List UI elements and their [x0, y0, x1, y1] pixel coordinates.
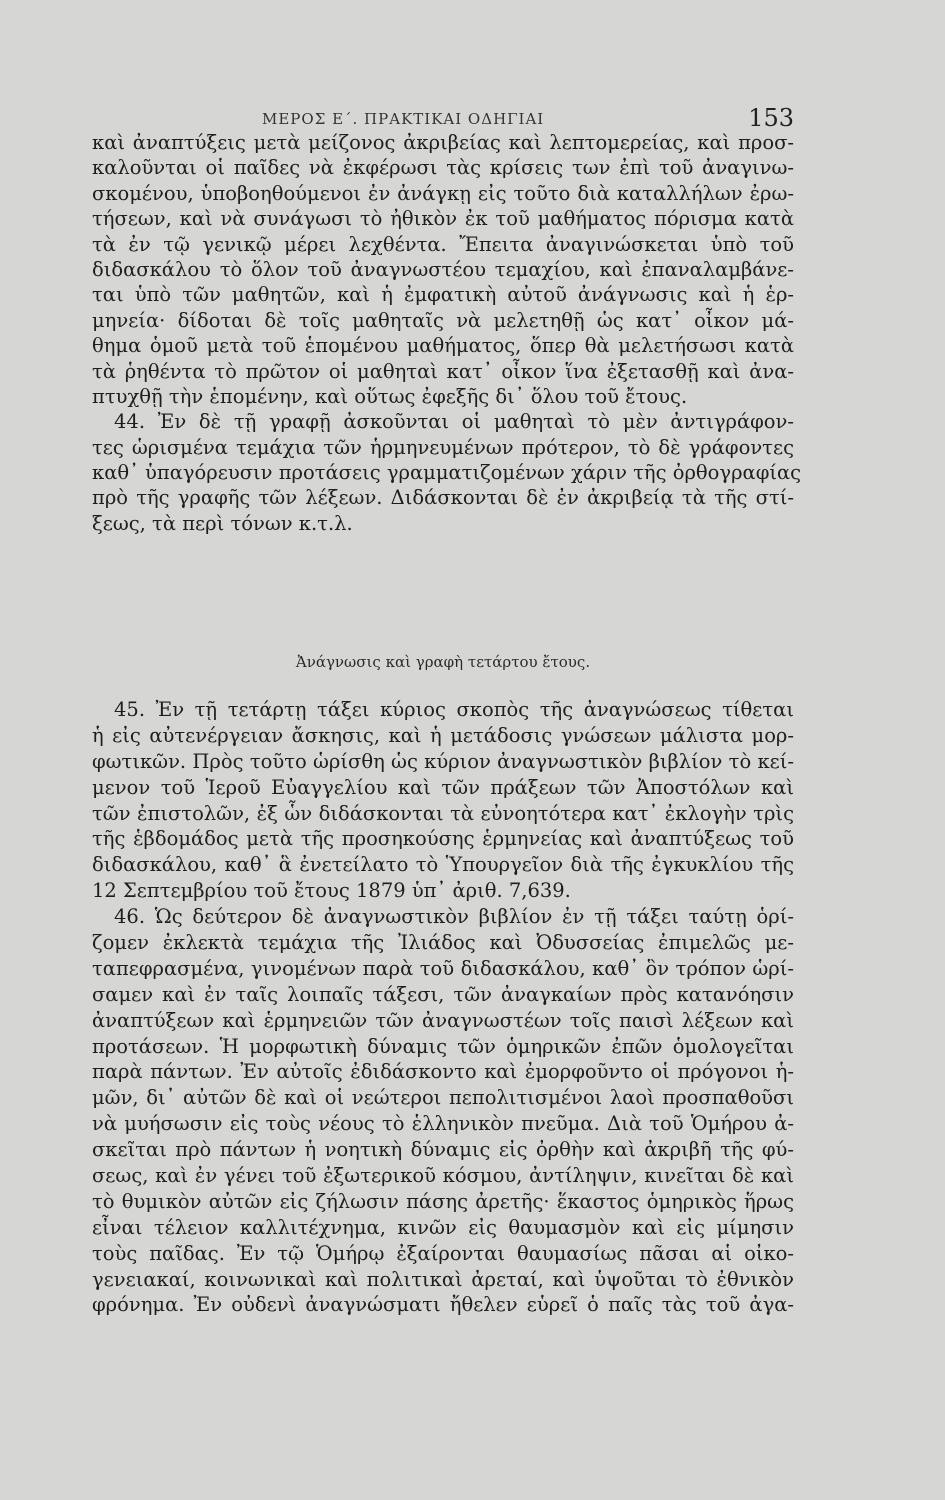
text-line: ται ὑπὸ τῶν μαθητῶν, καὶ ἡ ἐμφατικὴ αὐτοῦ ἀνάγνωσις καὶ ἡ ἑρ- [92, 283, 794, 307]
text-line: τὰ ἐν τῷ γενικῷ μέρει λεχθέντα. Ἔπειτα ἀναγινώσκεται ὑπὸ τοῦ [92, 232, 794, 256]
text-line: ταπεφρασμένα, γινομένων παρὰ τοῦ διδασκάλου, καθ᾽ ὃν τρόπον ὡρί- [92, 956, 794, 980]
text-line: μενον τοῦ Ἱεροῦ Εὐαγγελίου καὶ τῶν πράξεων τῶν Ἀποστόλων καὶ [92, 775, 794, 799]
page-number: 153 [748, 104, 794, 132]
text-line: ζομεν ἐκλεκτὰ τεμάχια τῆς Ἰλιάδος καὶ Ὀδυσσείας ἐπιμελῶς με- [92, 931, 794, 955]
text-line: καθ᾽ ὑπαγόρευσιν προτάσεις γραμματιζομένων χάριν τῆς ὀρθογραφίας [92, 461, 802, 485]
text-line: μηνεία· δίδοται δὲ τοῖς μαθηταῖς νὰ μελετηθῇ ὡς κατ᾽ οἶκον μά- [92, 308, 794, 332]
text-line: τῆς ἑβδομάδος μετὰ τῆς προσηκούσης ἑρμηνείας καὶ ἀναπτύξεως τοῦ [92, 827, 794, 851]
text-line: παρὰ πάντων. Ἐν αὐτοῖς ἐδιδάσκοντο καὶ ἐμορφοῦντο οἱ πρόγονοι ἡ- [92, 1060, 794, 1084]
text-line: καλοῦνται οἱ παῖδες νὰ ἐκφέρωσι τὰς κρίσεις των ἐπὶ τοῦ ἀναγινω- [92, 156, 794, 180]
text-line: μῶν, δι᾽ αὐτῶν δὲ καὶ οἱ νεώτεροι πεπολιτισμένοι λαοὶ προσπαθοῦσι [92, 1086, 794, 1110]
text-line: τήσεων, καὶ νὰ συνάγωσι τὸ ἠθικὸν ἐκ τοῦ μαθήματος πόρισμα κατὰ [92, 207, 794, 231]
paragraph-44-start: 44. Ἐν δὲ τῇ γραφῇ ἀσκοῦνται οἱ μαθηταὶ τὸ μὲν ἀντιγράφον- [114, 410, 794, 434]
text-line: ἡ εἰς αὐτενέργειαν ἄσκησις, καὶ ἡ μετάδοσις γνώσεων μάλιστα μορ- [92, 723, 794, 747]
text-line: τες ὡρισμένα τεμάχια τῶν ἡρμηνευμένων πρότερον, τὸ δὲ γράφοντες [92, 435, 794, 459]
text-line: φωτικῶν. Πρὸς τοῦτο ὡρίσθη ὡς κύριον ἀναγνωστικὸν βιβλίον τὸ κεί- [92, 749, 794, 773]
text-line: σκομένου, ὑποβοηθούμενοι ἐν ἀνάγκῃ εἰς τοῦτο διὰ καταλλήλων ἐρω- [92, 181, 794, 205]
paragraph-45-start: 45. Ἐν τῇ τετάρτῃ τάξει κύριος σκοπὸς τῆς ἀναγνώσεως τίθεται [114, 698, 794, 721]
text-line: φρόνημα. Ἐν οὐδενὶ ἀναγνώσματι ἤθελεν εὑρεῖ ὁ παῖς τὰς τοῦ ἀγα- [92, 1293, 794, 1317]
text-block-top [92, 130, 802, 536]
text-line: νὰ μυήσωσιν εἰς τοὺς νέους τὸ ἑλληνικὸν πνεῦμα. Διὰ τοῦ Ὁμήρου ἀ- [92, 1112, 794, 1136]
text-line: εἶναι τέλειον καλλιτέχνημα, κινῶν εἰς θαυμασμὸν καὶ εἰς μίμησιν [92, 1215, 794, 1239]
text-line: πρὸ τῆς γραφῆς τῶν λέξεων. Διδάσκονται δὲ ἐν ἀκριβείᾳ τὰ τῆς στί- [92, 486, 794, 510]
running-head: ΜΕΡΟΣ Ε΄. ΠΡΑΚΤΙΚΑΙ ΟΔΗΓΙΑΙ [262, 110, 545, 128]
text-line: γενειακαί, κοινωνικαὶ καὶ πολιτικαὶ ἀρεταί, καὶ ὑψοῦται τὸ ἐθνικὸν [92, 1267, 794, 1291]
text-line: διδασκάλου τὸ ὅλον τοῦ ἀναγνωστέου τεμαχίου, καὶ ἐπαναλαμβάνε- [92, 257, 794, 281]
text-line: προτάσεων. Ἡ μορφωτικὴ δύναμις τῶν ὁμηρικῶν ἐπῶν ὁμολογεῖται [92, 1034, 794, 1058]
text-line: καὶ ἀναπτύξεις μετὰ μείζονος ἀκριβείας καὶ λεπτομερείας, καὶ προσ- [92, 131, 794, 154]
text-line: σεως, καὶ ἐν γένει τοῦ ἐξωτερικοῦ κόσμου, ἀντίληψιν, κινεῖται δὲ καὶ [92, 1164, 794, 1188]
paragraph-46-start: 46. Ὡς δεύτερον δὲ ἀναγνωστικὸν βιβλίον ἐν τῇ τάξει ταύτῃ ὁρί- [114, 905, 794, 929]
text-line: τὰ ῥηθέντα τὸ πρῶτον οἱ μαθηταὶ κατ᾽ οἶκον ἵνα ἐξετασθῇ καὶ ἀνα- [92, 359, 794, 383]
text-line: θημα ὁμοῦ μετὰ τοῦ ἑπομένου μαθήματος, ὅπερ θὰ μελετήσωσι κατὰ [92, 334, 794, 358]
text-block-bottom [92, 697, 794, 1318]
text-line: πτυχθῇ τὴν ἑπομένην, καὶ οὕτως ἐφεξῆς δι᾽ ὅλου τοῦ ἔτους. [92, 384, 688, 408]
text-line: ξεως, τὰ περὶ τόνων κ.τ.λ. [92, 511, 353, 535]
text-line: τῶν ἐπιστολῶν, ἐξ ὧν διδάσκονται τὰ εὐνοητότερα κατ᾽ ἐκλογὴν τρὶς [92, 801, 794, 825]
text-line: ἀναπτύξεων καὶ ἑρμηνειῶν τῶν ἀναγνωστέων τοῖς παισὶ λέξεων καὶ [92, 1008, 794, 1032]
text-line: διδασκάλου, καθ᾽ ἃ ἐνετείλατο τὸ Ὑπουργεῖον διὰ τῆς ἐγκυκλίου τῆς [92, 853, 794, 877]
text-line: σαμεν καὶ ἐν ταῖς λοιπαῖς τάξεσι, τῶν ἀναγκαίων πρὸς κατανόησιν [92, 982, 794, 1006]
text-line: τὸ θυμικὸν αὐτῶν εἰς ζήλωσιν πάσης ἀρετῆς· ἕκαστος ὁμηρικὸς ἥρως [92, 1189, 794, 1213]
text-line: 12 Σεπτεμβρίου τοῦ ἔτους 1879 ὑπ᾽ ἀριθ. 7,639. [92, 879, 571, 903]
text-line: τοὺς παῖδας. Ἐν τῷ Ὁμήρῳ ἐξαίρονται θαυμασίως πᾶσαι αἱ οἰκο- [92, 1241, 794, 1265]
section-subheading: Ἀνάγνωσις καὶ γραφὴ τετάρτου ἔτους. [295, 653, 591, 671]
text-line: σκεῖται πρὸ πάντων ἡ νοητικὴ δύναμις εἰς ὀρθὴν καὶ ἀκριβῆ τῆς φύ- [92, 1138, 794, 1162]
